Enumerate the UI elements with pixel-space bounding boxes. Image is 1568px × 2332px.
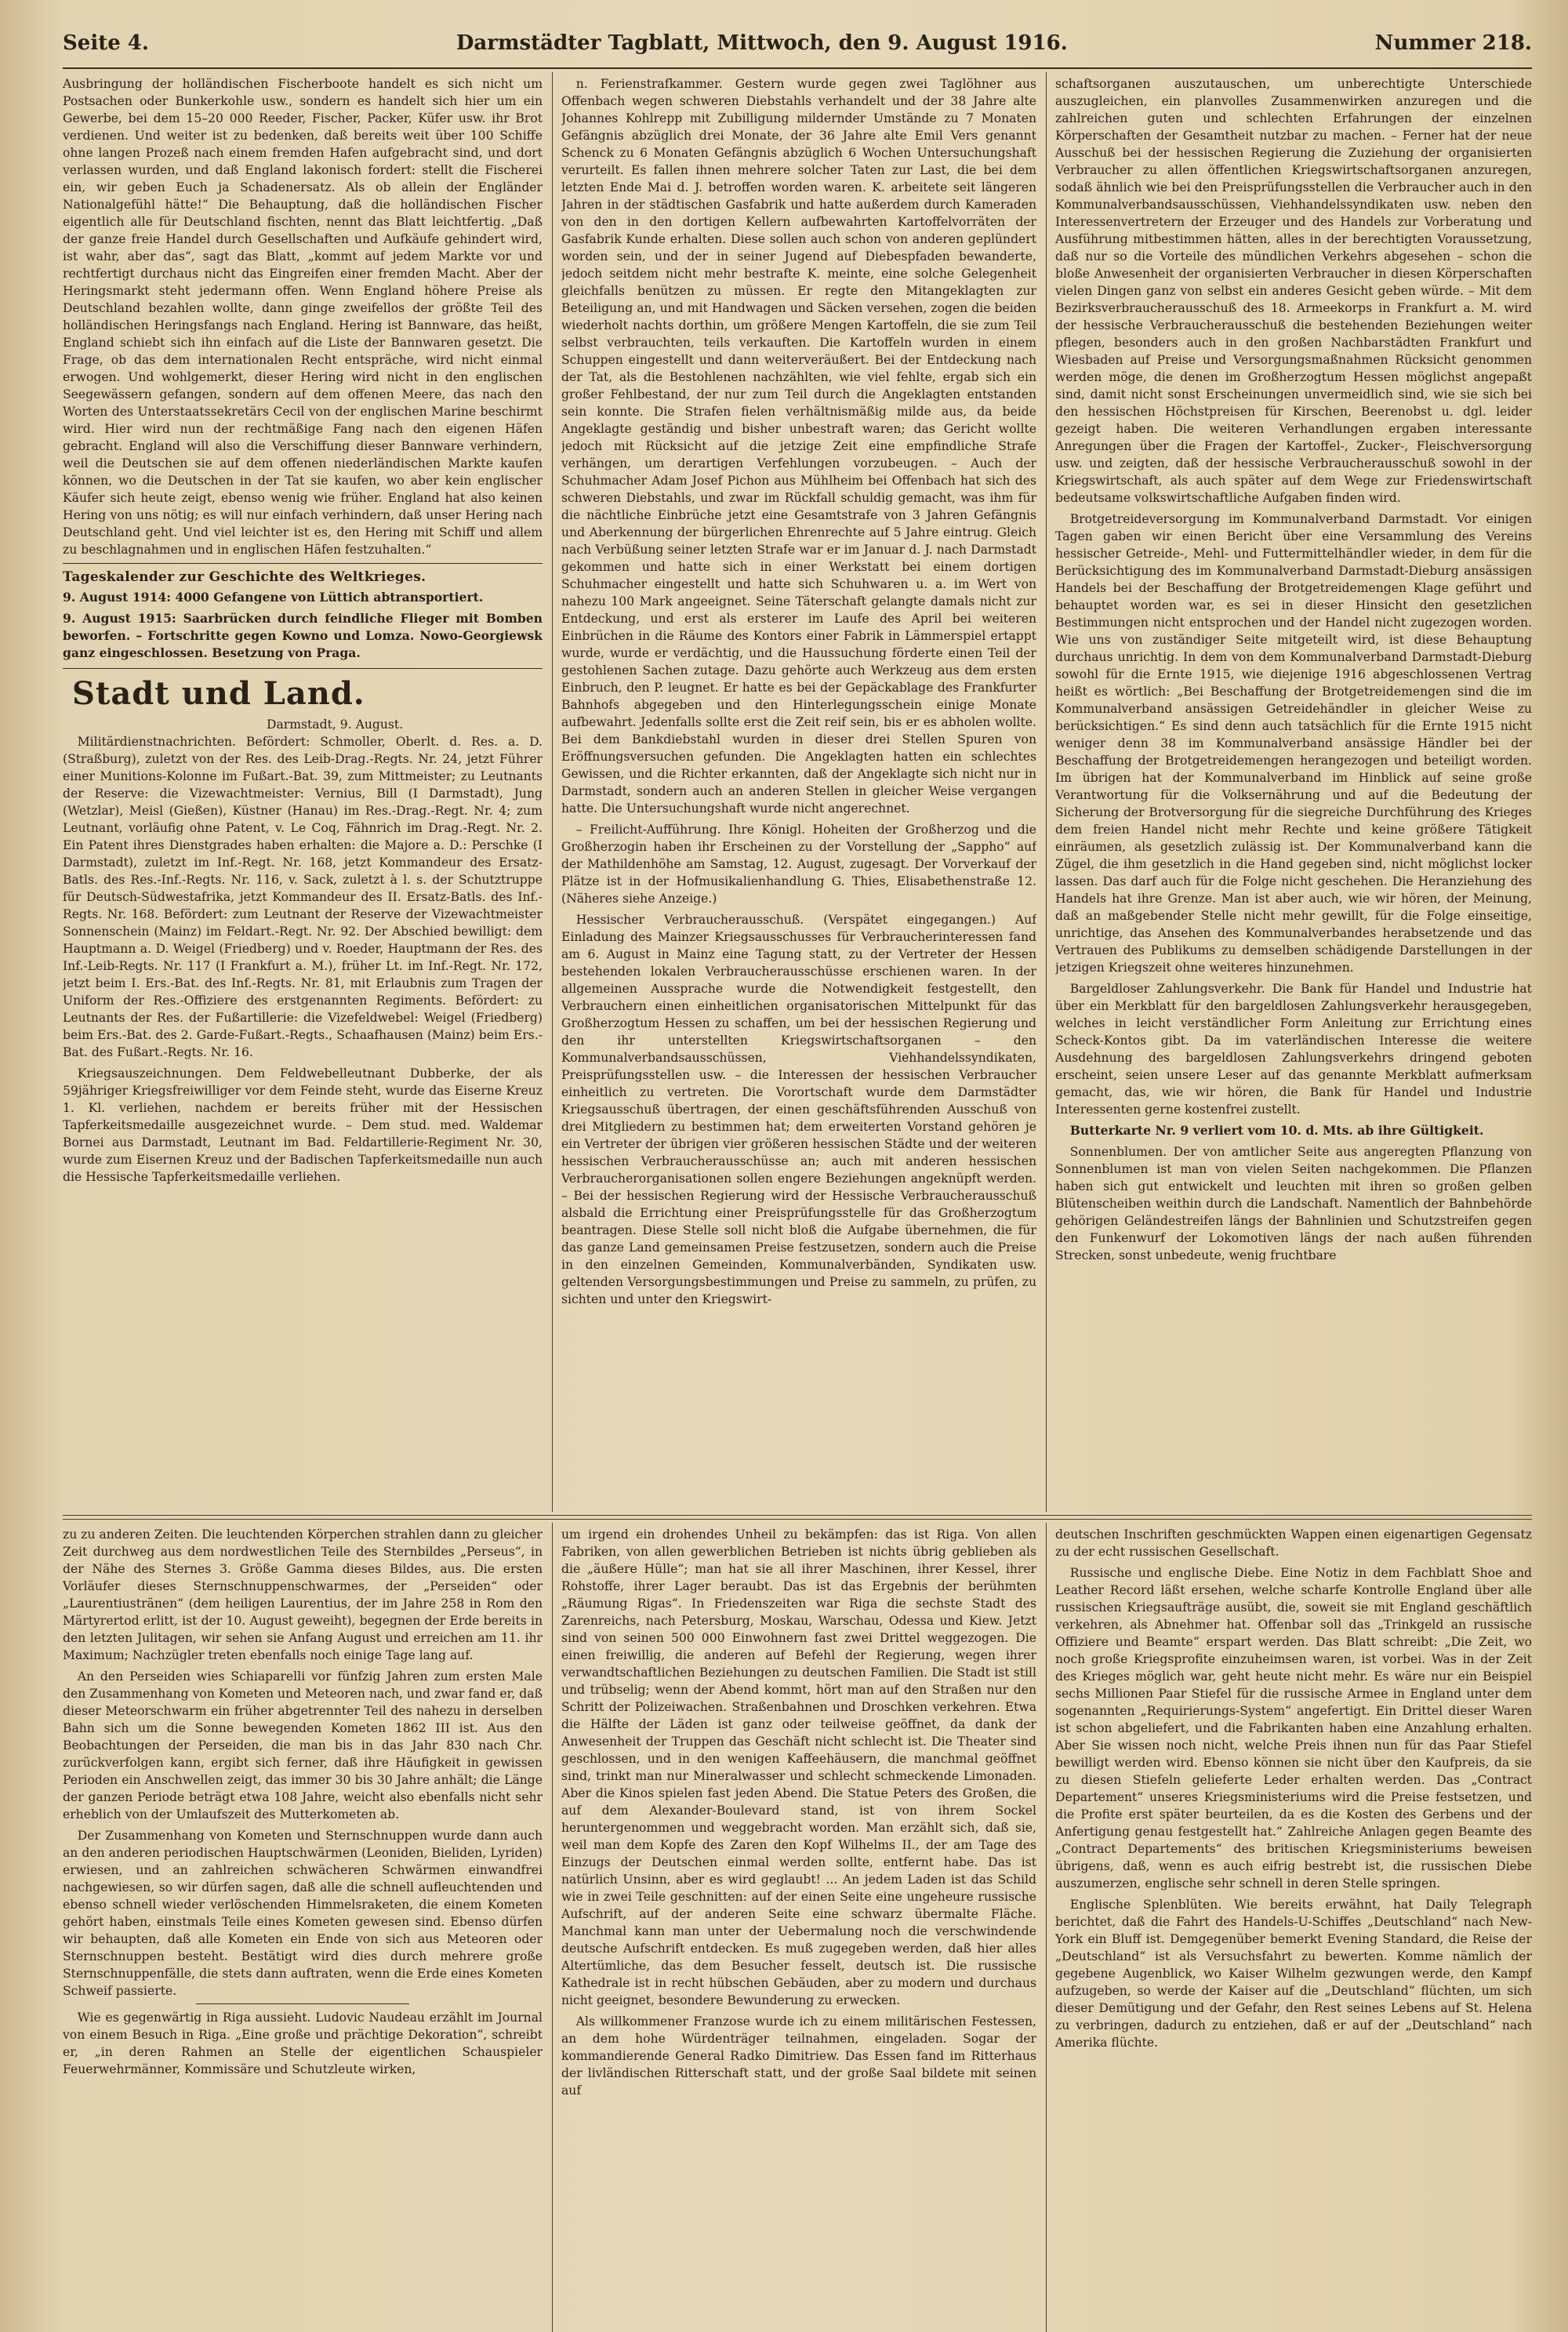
article-perseids-meteors: Der Zusammenhang von Kometen und Sternschnuppen wurde dann auch an den anderen periodischen Hauptschwärmen (Leoniden, Bieliden, Lyriden) erwiesen, und an zahlreichen schwächeren Schwärmen einwandfrei nachgewiesen, so wir dürfen sagen, daß alle die schnell aufleuchtenden und ebenso schnell wieder verlöschenden Himmelsraketen, die einem Kometen gehört haben, einstmals Teile eines Kometen gewesen sind. Ebenso dürfen wir behaupten, daß alle Kometen ein Ende von sich aus Meteoren oder Sternschnuppen besteht. Bestätigt wird dies durch mehrere große Sternschnuppenfälle, die stets dann auftraten, wenn die Erde eines Kometen Schweif passierte.	[63, 1829, 543, 1998]
article-english-spleen: Englische Splenblüten. Wie bereits erwähnt, hat Daily Telegraph berichtet, daß die Fahrt des Handels-U-Schiffes „Deutschland“ nach New-York ein Bluff ist. Demgegenüber bemerkt Evening Standard, die Reise der „Deutschland“ ist als Versuchsfahrt zu bewerten. Komme nämlich der gegebene Augenblick, wo Kaiser Wilhelm gezwungen werde, den Kampf aufzugeben, so werde der Kaiser auf die „Deutschland“ flüchten, um sich dieser Demütigung und der Gefahr, den Rest seines Lebens auf St. Helena zu verbringen, dadurch zu entziehen, daß er auf der „Deutschland“ nach Amerika flüchte.	[1055, 1898, 1532, 2050]
article-perseids: zu zu anderen Zeiten. Die leuchtenden Körperchen strahlen dann zu gleicher Zeit durchweg aus dem nordwestlichen Teile des Sternbildes „Perseus“, in der Nähe des Sternes 3. Größe Gamma dieses Bildes, aus. Die ersten Vorläufer dieses Sternschnuppenschwarmes, der „Perseiden“ oder „Laurentiustränen“ (dem heiligen Laurentius, der im Jahre 258 in Rom den Märtyrertod erlitt, ist der 10. August geweiht), begegnen der Erde bereits in den letzten Julitagen, wir sehen sie Anfang August und erreichen am 11. ihr Maximum; Nachzügler treten ebenfalls noch einige Tage lang auf.	[63, 1527, 543, 1662]
war-calendar-1914: 9. August 1914: 4000 Gefangene von Lüttich abtransportiert.	[63, 590, 484, 605]
divider	[63, 668, 543, 669]
issue-number: Nummer 218.	[1374, 31, 1532, 55]
column-rule	[552, 1523, 553, 2332]
page-number: Seite 4.	[63, 31, 149, 55]
article-perseids-comets: An den Perseiden wies Schiaparelli vor fünfzig Jahren zum ersten Male den Zusammenhang von Kometen und Meteoren nach, und zwar fand er, daß dieser Meteorschwarm ein früher abgetrennter Teil des nahezu in derselben Bahn sich um die Sonne bewegenden Kometen 1862 III ist. Aus den Beobachtungen der Perseiden, die man bis in das Jahr 830 nach Chr. zurückverfolgen kann, ergibt sich ferner, daß ihre Häufigkeit in gewissen Perioden ein Anschwellen zeigt, das immer 30 bis 30 Jahre anhält; die Länge der ganzen Periode beträgt etwa 108 Jahre, weicht also ebenfalls nicht sehr erheblich von der Umlaufszeit des Mutterkometen ab.	[63, 1669, 543, 1822]
lower-column-3	[1055, 1526, 1532, 2329]
masthead	[63, 31, 1532, 69]
column-3	[1055, 75, 1532, 1510]
article-consumer-committee-cont: schaftsorganen auszutauschen, um unberechtigte Unterschiede auszugleichen, ein planvolles Zusammenwirken anzuregen und die zahlreichen guten und schlechten Erfahrungen der einzelnen Körperschaften der Gesamtheit nutzbar zu machen. – Ferner hat der neue Ausschuß bei der hessischen Regierung die Zuziehung der organisierten Verbraucher zu allen öffentlichen Kriegswirtschaftsorganen anzuregen, sodaß ähnlich wie bei den Preisprüfungsstellen die Verbraucher auch in den Kommunalverbandsausschüssen, Viehhandelssyndikaten usw. neben den Interessenvertretern der Erzeuger und des Handels zur Vorberatung und Ausführung mitbestimmen hätten, alles in der berechtigten Voraussetzung, daß nur so die Vorteile des mündlichen Verkehrs abgesehen – schon die bloße Anwesenheit der organisierten Verbraucher in diesen Körperschaften vielen Dingen ganz von selbst ein anderes Gesicht geben würde. – Mit dem Bezirksverbraucherausschuß des 18. Armeekorps in Frankfurt a. M. wird der hessische Verbraucherausschuß die bestehenden Beziehungen weiter pflegen, besonders auch in den großen Nachbarstädten Frankfurt und Wiesbaden auf Preise und Versorgungsmaßnahmen Rücksicht genommen werden möge, die denen im Großherzogtum Hessen möglichst angepaßt sind, damit nicht sonst Erscheinungen unvermeidlich sind, wie sie sich bei den hessischen Höchstpreisen für Kirschen, Beerenobst u. dgl. leider gezeigt haben. Die weiteren Verhandlungen ergaben interessante Anregungen über die Fragen der Kartoffel-, Zucker-, Fleischversorgung usw. und zeigten, daß der hessische Verbraucherausschuß sowohl in der Kriegswirtschaft, als auch später auf dem Wege zur Friedenswirtschaft bedeutsame volkswirtschaftliche Aufgaben finden wird.	[1055, 77, 1532, 505]
article-russian-english-thieves: Russische und englische Diebe. Eine Notiz in dem Fachblatt Shoe and Leather Record läßt ersehen, welche scharfe Kontrolle England über alle russischen Kriegsaufträge ausübt, die, soweit sie mit England geschäftlich verkehren, als Abnehmer hat. Offenbar soll das „Trinkgeld an russische Offiziere und Beamte“ erspart werden. Das Blatt schreibt: „Die Zeit, wo noch große Kriegsprofite einzuheimsen waren, ist vorbei. Was in der Zeit des Krieges möglich war, geht heute nicht mehr. Es wäre nur ein Beispiel sechs Millionen Paar Stiefel für die russische Armee in England unter dem sogenannten „Requirierungs-System“ angefertigt. Ein Drittel dieser Waren ist schon abgeliefert, und die Fabrikanten haben eine Anzahlung erhalten. Aber Sie wissen noch nicht, welche Preis ihnen nun für das Paar Stiefel bewilligt werden wird. Ebenso können sie nicht über den Kaufpreis, da sie zu diesen Stiefeln gelieferte Leder erhalten werden. Das „Contract Departement“ unseres Kriegsministeriums wird die Preise festsetzen, und die Profite erst später beurteilen, da es die Kosten des Gerbens und der Anfertigung genau festgestellt hat.“ Zahlreiche Anlagen gegen Beamte des „Contract Departements“ des britischen Kriegsministeriums beweisen übrigens, daß, wenn es auch eifrig bestrebt ist, die russischen Diebe auszumerzen, englische sehr schnell in deren Stelle springen.	[1055, 1566, 1532, 1891]
article-riga-end: deutschen Inschriften geschmückten Wappen einen eigenartigen Gegensatz zu der echt russischen Gesellschaft.	[1055, 1527, 1532, 1559]
article-war-decorations: Kriegsauszeichnungen. Dem Feldwebelleutnant Dubberke, der als 59jähriger Kriegsfreiwilliger vor dem Feinde steht, wurde das Eiserne Kreuz 1. Kl. verliehen, nachdem er bereits früher mit der Hessischen Tapferkeitsmedaille ausgezeichnet wurde. – Dem stud. med. Waldemar Bornei aus Darmstadt, Leutnant im Bad. Feldartillerie-Regiment Nr. 30, wurde zum Eisernen Kreuz und der Badischen Tapferkeitsmedaille nun auch die Hessische Tapferkeitsmedaille verliehen.	[63, 1066, 543, 1184]
dateline: Darmstadt, 9. August.	[267, 717, 404, 732]
article-riga: Wie es gegenwärtig in Riga aussieht. Ludovic Naudeau erzählt im Journal von einem Besuch in Riga. „Eine große und prächtige Dekoration“, schreibt er, „in deren Rahmen an Stelle der eigentlichen Schauspieler Feuerwehrmänner, Kommissäre und Schutzleute wirken,	[63, 2011, 543, 2076]
article-sunflowers: Sonnenblumen. Der von amtlicher Seite aus angeregten Pflanzung von Sonnenblumen ist man von vielen Seiten nachgekommen. Die Pflanzen haben sich gut entwickelt und leuchten mit ihren so großen gelben Blütenscheiben weithin durch die Landschaft. Namentlich der Bahnbehörde gehörigen Geländestreifen längs der Bahnlinien und Schutzstreifen gegen den Funkenwurf der Lokomotiven längs der nach außen führenden Strecken, sonst unbedeute, wenig fruchtbare	[1055, 1145, 1532, 1262]
war-calendar-1915: 9. August 1915: Saarbrücken durch feindliche Flieger mit Bomben beworfen. – Fortschritte gegen Kowno und Lomza. Nowo-Georgiewsk ganz eingeschlossen. Besetzung von Praga.	[63, 611, 543, 660]
section-divider	[63, 1515, 1532, 1516]
article-fisheries: Ausbringung der holländischen Fischerboote handelt es sich nicht um Postsachen oder Bunkerkohle usw., sondern es handelt sich hier um ein Gewerbe, bei dem 15–20 000 Reeder, Fischer, Packer, Küfer usw. ihr Brot verdienen. Und weiter ist zu bedenken, daß bereits weit über 100 Schiffe ohne langen Prozeß nach einem fremden Hafen aufgebracht sind, und dort verlassen wurden, und daß England lakonisch fordert: stellt die Fischerei ein, wir geben Euch ja Schadenersatz. Als ob allein der Engländer Nationalgefühl hätte!“ Die Behauptung, daß die holländischen Fischer eigentlich alle für Deutschland fischten, nennt das Blatt leichtfertig. „Daß der ganze freie Handel durch Gesellschaften und Aufkäufe gehindert wird, ist wahr, aber das“, sagt das Blatt, „kommt auf jedem Markte vor und rechtfertigt durchaus nicht das Eingreifen einer fremden Macht. Aber der Heringsmarkt steht jedermann offen. Wenn England höhere Preise als Deutschland bezahlen wollte, dann ginge zweifellos der größte Teil des holländischen Heringsfangs nach England. Hering ist Bannware, das heißt, England schiebt sich ihn einfach auf die Liste der Bannwaren gesetzt. Die Frage, ob das dem internationalen Recht entspräche, wird nicht einmal erwogen. Und wohlgemerkt, dieser Hering wird nicht in den englischen Seegewässern gefangen, sondern auf dem offenen Meere, das nach den Worten des Unterstaatssekretärs Cecil von der englischen Marine beschirmt wird. Hier wird nun der rechtmäßige Fang nach den eigenen Häfen gebracht. England will also die Verschiffung dieser Bannware verhindern, weil die Deutschen sie auf dem offenen niederländischen Markte kaufen können, wo die Deutschen in der Tat sie kaufen, wo aber kein englischer Käufer sich heute zeigt, ebenso wenig wie früher. England hat also keinen Hering von uns nötig; es will nur einfach verhindern, daß unser Hering nach Deutschland geht. Und viel leichter ist es, den Hering mit Schiff und allem zu beschlagnahmen und in englischen Häfen festzuhalten.“	[63, 77, 543, 557]
column-1	[63, 75, 543, 1510]
divider	[196, 2003, 409, 2004]
column-rule	[1046, 1523, 1047, 2332]
column-rule	[1046, 72, 1047, 1512]
article-consumer-committee: Hessischer Verbraucherausschuß. (Verspätet eingegangen.) Auf Einladung des Mainzer Kriegsausschusses für Verbraucherinteressen fand am 6. August in Mainz eine Tagung statt, zu der Vertreter der Hessen bestehenden lokalen Verbraucherausschüsse erschienen waren. In der allgemeinen Aussprache wurde die Notwendigkeit festgestellt, den Verbrauchern einen einheitlichen organisatorischen Mittelpunkt für das Großherzogtum Hessen zu schaffen, um bei der hessischen Regierung und den ihr unterstellten Kriegswirtschaftsorganen – den Kommunalverbandsausschüssen, Viehhandelssyndikaten, Preisprüfungsstellen usw. – die Interessen der hessischen Verbraucher einheitlich zu vertreten. Die Vorortschaft wurde dem Darmstädter Kriegsausschuß übertragen, der einen geschäftsführenden Ausschuß von drei Mitgliedern zu bestimmen hat; dem erweiterten Vorstand gehören je ein Vertreter der übrigen vier größeren hessischen Städte und der weiteren hessischen Verbraucherausschüsse an; auch mit anderen hessischen Verbraucherorganisationen sollen engere Beziehungen angeknüpft werden. – Bei der hessischen Regierung wird der Hessische Verbraucherausschuß alsbald die Errichtung einer Preisprüfungsstelle für das Großherzogtum beantragen. Diese Stelle soll nicht bloß die Aufgabe übernehmen, die für das ganze Land gemeinsamen Preise festzusetzen, sondern auch die Preise in den einzelnen Gemeinden, Kommunalverbänden, Syndikaten usw. geltenden Versorgungsbestimmungen und Preise zu sammeln, zu prüfen, zu sichten und unter den Kriegswirt-	[561, 913, 1036, 1306]
article-bread-grain-supply: Brotgetreideversorgung im Kommunalverband Darmstadt. Vor einigen Tagen gaben wir einen Bericht über eine Versammlung des Vereins hessischer Getreide-, Mehl- und Futtermittelhändler wieder, in dem für die Berücksichtigung des im Kommunalverband Darmstadt-Dieburg ansässigen Handels bei der Beschaffung der Brotgetreidemengen Klage geführt und behauptet worden war, es sei in dieser Hinsicht den gesetzlichen Bestimmungen nicht entsprochen und der Handel nicht zugezogen worden. Wie uns von zuständiger Seite mitgeteilt wird, ist diese Behauptung durchaus unrichtig. In dem von dem Kommunalverband Darmstadt-Dieburg sowohl für die Ernte 1915, wie diejenige 1916 abgeschlossenen Vertrag heißt es wörtlich: „Bei Beschaffung der Brotgetreidemengen sind die im Kommunalverband ansässigen Getreidehändler in gleicher Weise zu berücksichtigen.“ Es sind denn auch tatsächlich für die Ernte 1915 nicht weniger denn 38 im Kommunalverband ansässige Händler bei der Beschaffung der Brotgetreidemengen herangezogen und beteiligt worden. Im übrigen hat der Kommunalverband im Hinblick auf seine große Verantwortung für die Volksernährung und auf die Bedeutung der Sicherung der Brotversorgung für die siegreiche Durchführung des Krieges dem freien Handel nicht mehr Rechte und keine größere Tätigkeit einräumen, als gesetzlich zulässig ist. Der Kommunalverband kann die Zügel, die ihm gesetzlich in die Hand gegeben sind, nicht möglichst locker lassen. Das darf auch für die Folge nicht geschehen. Die Heranziehung des Handels hat ihre Grenze. Man ist aber auch, wie wir hören, der Meinung, daß an maßgebender Stelle nicht mehr gewillt, für die Folge einseitige, unrichtige, das Ansehen des Kommunalverbandes herabsetzende und das Vertrauen des Publikums zu demselben schädigende Darstellungen in der jetzigen Kriegszeit ohne weiteres hinzunehmen.	[1055, 512, 1532, 975]
divider	[63, 563, 543, 564]
newspaper-title: Darmstädter Tagblatt, Mittwoch, den 9. August 1916.	[456, 31, 1068, 55]
section-heading-stadt-und-land: Stadt und Land.	[72, 675, 365, 712]
war-calendar-heading: Tageskalender zur Geschichte des Weltkrieges.	[63, 569, 426, 585]
article-open-air-performance: – Freilicht-Aufführung. Ihre Königl. Hoheiten der Großherzog und die Großherzogin haben ihr Erscheinen zu der Vorstellung der „Sappho“ auf der Mathildenhöhe am Samstag, 12. August, zugesagt. Der Vorverkauf der Plätze ist in der Hofmusikalienhandlung G. Thies, Elisabethenstraße 12. (Näheres siehe Anzeige.)	[561, 823, 1036, 906]
column-rule	[552, 72, 553, 1512]
lower-column-1	[63, 1526, 543, 2329]
article-butter-card: Butterkarte Nr. 9 verliert vom 10. d. Mts. ab ihre Gültigkeit.	[1069, 1123, 1484, 1138]
article-military-news: Militärdienstnachrichten. Befördert: Schmoller, Oberlt. d. Res. a. D. (Straßburg), zuletzt von der Res. des Leib-Drag.-Regts. Nr. 24, jetzt Führer einer Munitions-Kolonne im Fußart.-Bat. 39, zum Mittmeister; zu Leutnants der Reserve: die Vizewachtmeister: Vernius, Bill (I Darmstadt), Jung (Wetzlar), Meisl (Gießen), Küstner (Hanau) im Res.-Drag.-Regt. Nr. 4; zum Leutnant, vorläufig ohne Patent, v. Le Coq, Fähnrich im Drag.-Regt. Nr. 2. Ein Patent ihres Dienstgrades haben erhalten: die Majore a. D.: Perschke (I Darmstadt), zuletzt im Inf.-Regt. Nr. 168, jetzt Kommandeur des Ersatz-Batls. des Res.-Inf.-Regts. Nr. 116, v. Sack, zuletzt à l. s. der Schutztruppe für Deutsch-Südwestafrika, jetzt Kommandeur des II. Ersatz-Batls. des Inf.-Regts. Nr. 168. Befördert: zum Leutnant der Reserve der Vizewachtmeister Sonnenschein (Mainz) im Feldart.-Regt. Nr. 92. Der Abschied bewilligt: dem Hauptmann a. D. Weigel (Friedberg) und v. Roeder, Hauptmann der Res. des Inf.-Leib-Regts. Nr. 117 (I Frankfurt a. M.), früher Lt. im Inf.-Regt. Nr. 172, jetzt beim I. Ers.-Bat. des Inf.-Regts. Nr. 81, mit Erlaubnis zum Tragen der Uniform der Res.-Offiziere des erstgenannten Regiments. Befördert: zu Leutnants der Res. der Fußartillerie: die Vizefeldwebel: Weigel (Friedberg) beim Ers.-Bat. des 2. Garde-Fußart.-Regts., Schaafhausen (Mainz) beim Ers.-Bat. des Fußart.-Regts. Nr. 16.	[63, 735, 543, 1059]
column-2	[561, 75, 1036, 1510]
lower-column-2	[561, 1526, 1036, 2329]
article-criminal-court: n. Ferienstrafkammer. Gestern wurde gegen zwei Taglöhner aus Offenbach wegen schweren Diebstahls verhandelt und der 38 Jahre alte Johannes Kohlrepp mit Zubilligung mildernder Umstände zu 7 Monaten Gefängnis abzüglich drei Monate, der 36 Jahre alte Emil Vers genannt Schenck zu 6 Monaten Gefängnis abzüglich 6 Wochen Untersuchungshaft verurteilt. Es fallen ihnen mehrere solcher Taten zur Last, die bei dem letzten Ende Mai d. J. betroffen worden waren. K. arbeitete seit längeren Jahren in der städtischen Gasfabrik und hatte außerdem durch Kameraden von den in den dortigen Kellern aufbewahrten Kartoffelvorräten der Gasfabrik Kunde erhalten. Diese sollen auch schon von anderen geplündert worden sein, und der in seiner Jugend auf Diebespfaden bewanderte, jedoch seitdem nicht mehr bestrafte K. meinte, eine solche Gelegenheit gleichfalls benützen zu müssen. Er regte den Mitangeklagten zur Beteiligung an, und mit Handwagen und Säcken versehen, zogen die beiden wiederholt nachts dorthin, um größere Mengen Kartoffeln, die sie zum Teil selbst verbrauchten, teils verkauften. Die Kartoffeln wurden in einem Schuppen eingestellt und dann weiterveräußert. Bei der Entdeckung nach der Tat, als die Bestohlenen nachzählten, wie viel fehlte, ergab sich ein großer Fehlbestand, der nur zum Teil durch die Angeklagten entstanden sein konnte. Die Strafen fielen verhältnismäßig milde aus, da beide Angeklagte geständig und bisher unbestraft waren; das Gericht wollte jedoch mit Rücksicht auf die jetzige Zeit eine empfindliche Strafe verhängen, um derartigen Verfehlungen vorzubeugen. – Auch der Schuhmacher Adam Josef Pichon aus Mühlheim bei Offenbach hat sich des schweren Diebstahls, und zwar im Rückfall schuldig gemacht, was ihm für die nächtliche Einbrüche jetzt eine Gesamtstrafe von 3 Jahren Gefängnis und Aberkennung der bürgerlichen Ehrenrechte auf 5 Jahre eintrug. Gleich nach Verbüßung seiner letzten Strafe war er im Januar d. J. nach Darmstadt gekommen und hatte sich in einer Werkstatt bei einem dortigen Schuhmacher eingestellt und hatte sich Schuhwaren u. a. im Wert von nahezu 100 Mark angeeignet. Seine Täterschaft gelangte damals nicht zur Entdeckung, und erst als ersterer im Laufe des April bei weiteren Einbrüchen in die Räume des Kontors einer Fabrik in Lämmerspiel ertappt wurde, wurde er verdächtig, und die Haussuchung förderte einen Teil der gestohlenen Sachen zutage. Dazu gehörte auch Werkzeug aus dem ersten Einbruch, den P. leugnet. Er hatte es bei der Gepäckablage des Frankfurter Bahnhofs abgegeben und den Hinterlegungsschein einige Monate aufbewahrt. Jedenfalls sollte erst die Zeit reif sein, bis er es abholen wollte. Bei dem Bankdiebstahl wurden in dieser drei Stellen Spuren von Eröffnungsversuchen gefunden. Die Angeklagten hatten ein schlechtes Gewissen, und die Richter erkannten, daß der Angeklagte sich nicht nur in Darmstadt, sondern auch an anderen Stellen in gleicher Weise vergangen hatte. Die Untersuchungshaft wurde nicht angerechnet.	[561, 77, 1036, 815]
section-divider	[63, 1519, 1532, 1520]
article-riga-cont: um irgend ein drohendes Unheil zu bekämpfen: das ist Riga. Von allen Fabriken, von allen gewerblichen Betrieben ist nichts übrig geblieben als die „äußere Hülle“; man hat sie all ihrer Maschinen, ihrer Kessel, ihrer Rohstoffe, ihrer Lager beraubt. Das ist das Ergebnis der berühmten „Räumung Rigas“. In Friedenszeiten war Riga die sechste Stadt des Zarenreichs, nach Petersburg, Moskau, Warschau, Odessa und Kiew. Jetzt sind von seinen 500 000 Einwohnern fast zwei Drittel weggezogen. Die einen freiwillig, die anderen auf Befehl der Regierung, wegen ihrer verwandtschaftlichen Beziehungen zu deutschen Familien. Die Stadt ist still und trübselig; wenn der Abend kommt, hört man auf den Straßen nur den Schritt der Polizeiwachen. Straßenbahnen und Droschken verkehren. Etwa die Hälfte der Läden ist ganz oder teilweise geöffnet, da dank der Anwesenheit der Truppen das Geschäft nicht schlecht ist. Die Theater sind geschlossen, und in den wenigen Kaffeehäusern, die manchmal geöffnet sind, trinkt man nur Mineralwasser und schlecht schmeckende Limonaden. Aber die Kinos spielen fast jeden Abend. Die Statue Peters des Großen, die auf dem Alexander-Boulevard stand, ist von ihrem Sockel heruntergenommen und weggebracht worden. Man erzählt sich, daß sie, weil man dem Kopfe des Zaren den Kopf Wilhelms II., der am Tage des Einzugs der Deutschen einmal werden sollte, entfernt habe. Das ist natürlich Unsinn, aber es wird geglaubt! ... An jedem Laden ist das Schild wie in zwei Teile geschnitten: auf der einen Seite eine ungeheure russische Aufschrift, auf der anderen Seite eine schwarz übermalte Fläche. Manchmal kann man unter der Uebermalung noch die verschwindende deutsche Aufschrift entdecken. Es muß zugegeben werden, daß hier alles Altertümliche, das dem Besucher fesselt, deutsch ist. Die russische Kathedrale ist in recht hübschen Gebäuden, aber zu modern und durchaus nicht geeignet, besondere Bewunderung zu erwecken.	[561, 1527, 1036, 2007]
article-cashless-payments: Bargeldloser Zahlungsverkehr. Die Bank für Handel und Industrie hat über ein Merkblatt für den bargeldlosen Zahlungsverkehr herausgegeben, welches in leicht verständlicher Form Anleitung zur Errichtung eines Scheck-Kontos gibt. Da im vaterländischen Interesse die weitere Ausdehnung des bargeldlosen Zahlungsverkehrs dringend geboten erscheint, seien unsere Leser auf das genannte Merkblatt aufmerksam gemacht, das, wie wir hören, die Bank für Handel und Industrie Interessenten gerne kostenfrei zustellt.	[1055, 982, 1532, 1117]
article-riga-banquet: Als willkommener Franzose wurde ich zu einem militärischen Festessen, an dem hohe Würdenträger teilnahmen, eingeladen. Sogar der kommandierende General Radko Dimitriew. Das Essen fand im Ritterhaus der livländischen Ritterschaft statt, und der große Saal bildete mit seinen auf	[561, 2014, 1036, 2098]
